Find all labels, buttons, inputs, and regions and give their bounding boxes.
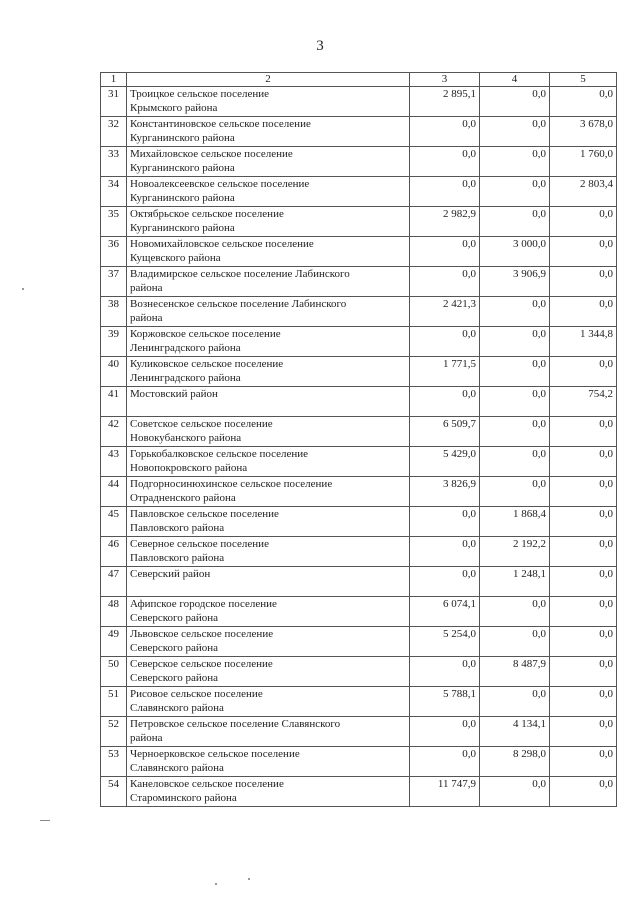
value-col-5: 0,0 — [550, 507, 617, 537]
value-col-5: 1 760,0 — [550, 147, 617, 177]
row-number: 48 — [101, 597, 127, 627]
value-col-5: 3 678,0 — [550, 117, 617, 147]
value-col-3: 0,0 — [410, 507, 480, 537]
value-col-5: 0,0 — [550, 597, 617, 627]
value-col-4: 0,0 — [480, 207, 550, 237]
header-cell-1: 1 — [101, 73, 127, 87]
settlement-name: Мостовский район — [127, 387, 410, 417]
table-row — [101, 327, 617, 357]
value-col-3: 0,0 — [410, 387, 480, 417]
value-col-4: 2 192,2 — [480, 537, 550, 567]
value-col-4: 0,0 — [480, 447, 550, 477]
value-col-4: 0,0 — [480, 327, 550, 357]
table-row — [101, 147, 617, 177]
row-number: 50 — [101, 657, 127, 687]
value-col-5: 0,0 — [550, 267, 617, 297]
value-col-3: 11 747,9 — [410, 777, 480, 807]
settlement-name: Северское сельское поселение Северского района — [127, 657, 410, 687]
row-number: 52 — [101, 717, 127, 747]
value-col-4: 4 134,1 — [480, 717, 550, 747]
settlement-name: Канеловское сельское поселение Староминского района — [127, 777, 410, 807]
value-col-3: 0,0 — [410, 237, 480, 267]
value-col-4: 0,0 — [480, 477, 550, 507]
value-col-5: 0,0 — [550, 477, 617, 507]
settlement-name: Львовское сельское поселение Северского района — [127, 627, 410, 657]
value-col-5: 0,0 — [550, 717, 617, 747]
value-col-4: 0,0 — [480, 87, 550, 117]
header-cell-3: 3 — [410, 73, 480, 87]
row-number: 42 — [101, 417, 127, 447]
value-col-3: 5 254,0 — [410, 627, 480, 657]
row-number: 37 — [101, 267, 127, 297]
value-col-4: 0,0 — [480, 387, 550, 417]
settlement-name: Новоалексеевское сельское поселение Курганинского района — [127, 177, 410, 207]
settlement-name: Владимирское сельское поселение Лабинского района — [127, 267, 410, 297]
value-col-4: 0,0 — [480, 177, 550, 207]
value-col-5: 0,0 — [550, 417, 617, 447]
value-col-4: 0,0 — [480, 357, 550, 387]
value-col-3: 0,0 — [410, 327, 480, 357]
row-number: 54 — [101, 777, 127, 807]
value-col-3: 2 895,1 — [410, 87, 480, 117]
settlement-name: Рисовое сельское поселение Славянского района — [127, 687, 410, 717]
row-number: 39 — [101, 327, 127, 357]
value-col-4: 3 000,0 — [480, 237, 550, 267]
value-col-3: 3 826,9 — [410, 477, 480, 507]
value-col-5: 0,0 — [550, 237, 617, 267]
value-col-5: 0,0 — [550, 777, 617, 807]
value-col-5: 2 803,4 — [550, 177, 617, 207]
settlement-name: Константиновское сельское поселение Курганинского района — [127, 117, 410, 147]
value-col-5: 0,0 — [550, 357, 617, 387]
value-col-3: 2 421,3 — [410, 297, 480, 327]
table-row — [101, 447, 617, 477]
value-col-3: 2 982,9 — [410, 207, 480, 237]
settlement-name: Подгорносинюхинское сельское поселение Отрадненского района — [127, 477, 410, 507]
value-col-5: 0,0 — [550, 657, 617, 687]
value-col-4: 3 906,9 — [480, 267, 550, 297]
value-col-3: 5 788,1 — [410, 687, 480, 717]
value-col-3: 0,0 — [410, 537, 480, 567]
row-number: 45 — [101, 507, 127, 537]
row-number: 36 — [101, 237, 127, 267]
table-row — [101, 117, 617, 147]
settlement-name: Михайловское сельское поселение Курганинского района — [127, 147, 410, 177]
table-row — [101, 297, 617, 327]
scan-dot — [215, 883, 217, 885]
settlement-name: Петровское сельское поселение Славянского района — [127, 717, 410, 747]
settlement-name: Черноерковское сельское поселение Славянского района — [127, 747, 410, 777]
row-number: 38 — [101, 297, 127, 327]
row-number: 32 — [101, 117, 127, 147]
table-row — [101, 417, 617, 447]
value-col-4: 1 248,1 — [480, 567, 550, 597]
value-col-3: 0,0 — [410, 177, 480, 207]
value-col-3: 0,0 — [410, 747, 480, 777]
value-col-3: 6 509,7 — [410, 417, 480, 447]
settlement-name: Павловское сельское поселение Павловского района — [127, 507, 410, 537]
value-col-4: 1 868,4 — [480, 507, 550, 537]
settlement-name: Куликовское сельское поселение Ленинградского района — [127, 357, 410, 387]
table-row — [101, 597, 617, 627]
table-row — [101, 357, 617, 387]
value-col-4: 0,0 — [480, 417, 550, 447]
value-col-3: 1 771,5 — [410, 357, 480, 387]
value-col-4: 0,0 — [480, 117, 550, 147]
page-number: 3 — [316, 38, 324, 54]
row-number: 47 — [101, 567, 127, 597]
value-col-5: 0,0 — [550, 687, 617, 717]
value-col-4: 0,0 — [480, 297, 550, 327]
value-col-5: 0,0 — [550, 447, 617, 477]
header-cell-5: 5 — [550, 73, 617, 87]
value-col-3: 0,0 — [410, 267, 480, 297]
value-col-3: 6 074,1 — [410, 597, 480, 627]
row-number: 40 — [101, 357, 127, 387]
table-header-row — [101, 73, 617, 87]
settlement-name: Октябрьское сельское поселение Курганинского района — [127, 207, 410, 237]
value-col-4: 8 487,9 — [480, 657, 550, 687]
row-number: 41 — [101, 387, 127, 417]
table-row — [101, 477, 617, 507]
table-row — [101, 777, 617, 807]
value-col-5: 0,0 — [550, 747, 617, 777]
table-row — [101, 537, 617, 567]
value-col-4: 0,0 — [480, 777, 550, 807]
settlement-name: Вознесенское сельское поселение Лабинского района — [127, 297, 410, 327]
table-row — [101, 747, 617, 777]
row-number: 51 — [101, 687, 127, 717]
value-col-3: 5 429,0 — [410, 447, 480, 477]
value-col-4: 0,0 — [480, 147, 550, 177]
table-row — [101, 717, 617, 747]
table-row — [101, 507, 617, 537]
table-row — [101, 687, 617, 717]
value-col-5: 0,0 — [550, 297, 617, 327]
value-col-5: 754,2 — [550, 387, 617, 417]
value-col-3: 0,0 — [410, 657, 480, 687]
header-cell-4: 4 — [480, 73, 550, 87]
data-table — [100, 72, 617, 807]
value-col-4: 0,0 — [480, 627, 550, 657]
table-row — [101, 387, 617, 417]
row-number: 35 — [101, 207, 127, 237]
table-row — [101, 237, 617, 267]
row-number: 43 — [101, 447, 127, 477]
value-col-3: 0,0 — [410, 147, 480, 177]
table-row — [101, 657, 617, 687]
row-number: 33 — [101, 147, 127, 177]
value-col-4: 8 298,0 — [480, 747, 550, 777]
row-number: 53 — [101, 747, 127, 777]
settlement-name: Северное сельское поселение Павловского района — [127, 537, 410, 567]
value-col-5: 0,0 — [550, 627, 617, 657]
row-number: 34 — [101, 177, 127, 207]
table-row — [101, 567, 617, 597]
table-row — [101, 207, 617, 237]
row-number: 49 — [101, 627, 127, 657]
row-number: 44 — [101, 477, 127, 507]
settlement-name: Горькобалковское сельское поселение Новопокровского района — [127, 447, 410, 477]
value-col-5: 0,0 — [550, 567, 617, 597]
settlement-name: Новомихайловское сельское поселение Кущевского района — [127, 237, 410, 267]
table-row — [101, 177, 617, 207]
value-col-5: 0,0 — [550, 537, 617, 567]
value-col-5: 1 344,8 — [550, 327, 617, 357]
settlement-name: Коржовское сельское поселение Ленинградского района — [127, 327, 410, 357]
scan-dot — [248, 878, 250, 880]
table-row — [101, 627, 617, 657]
header-cell-2: 2 — [127, 73, 410, 87]
margin-mark — [40, 820, 50, 821]
settlement-name: Советское сельское поселение Новокубанского района — [127, 417, 410, 447]
row-number: 46 — [101, 537, 127, 567]
settlement-name: Северский район — [127, 567, 410, 597]
value-col-3: 0,0 — [410, 567, 480, 597]
value-col-4: 0,0 — [480, 687, 550, 717]
settlement-name: Троицкое сельское поселение Крымского района — [127, 87, 410, 117]
row-number: 31 — [101, 87, 127, 117]
table-row — [101, 87, 617, 117]
value-col-5: 0,0 — [550, 207, 617, 237]
value-col-4: 0,0 — [480, 597, 550, 627]
settlement-name: Афипское городское поселение Северского района — [127, 597, 410, 627]
scan-dot — [22, 288, 24, 290]
table-row — [101, 267, 617, 297]
value-col-3: 0,0 — [410, 717, 480, 747]
value-col-5: 0,0 — [550, 87, 617, 117]
value-col-3: 0,0 — [410, 117, 480, 147]
